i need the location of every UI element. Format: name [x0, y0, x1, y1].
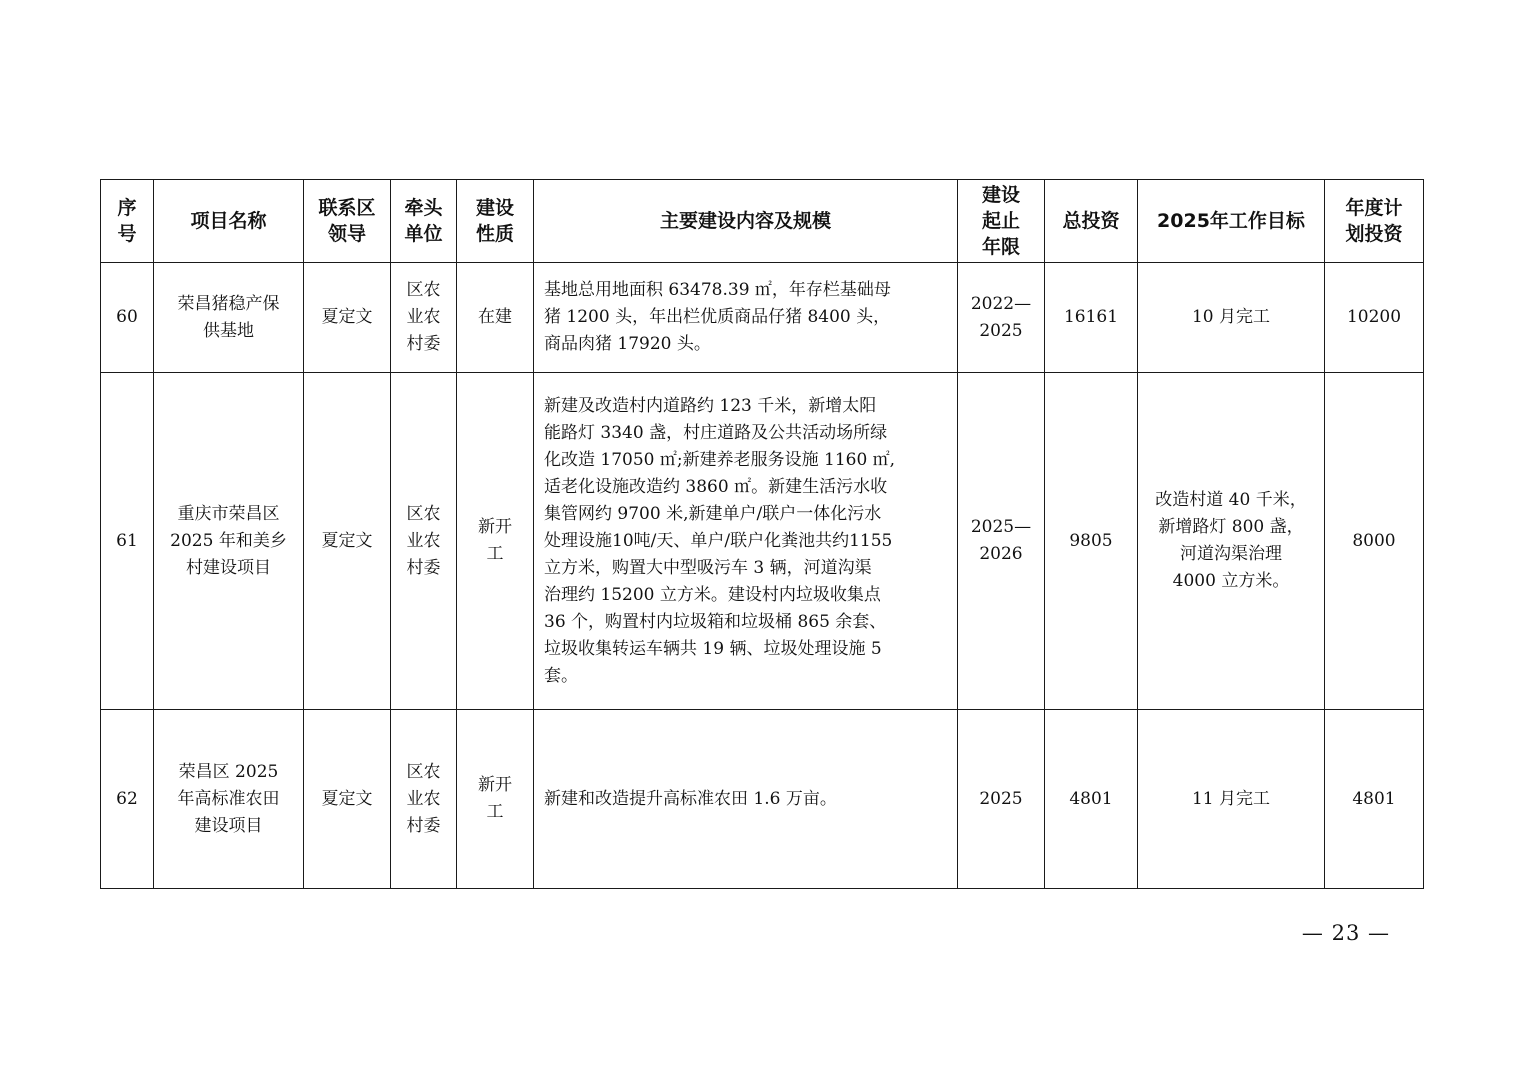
- header-nature: 建设 性质: [457, 180, 534, 263]
- cell-nature: 在建: [457, 263, 534, 373]
- cell-annual-investment: 10200: [1325, 263, 1424, 373]
- header-period: 建设 起止 年限: [958, 180, 1045, 263]
- header-lead-unit: 牵头 单位: [391, 180, 457, 263]
- cell-annual-investment: 8000: [1325, 373, 1424, 710]
- cell-lead-unit: 区农 业农 村委: [391, 710, 457, 889]
- table-row: [101, 373, 1424, 710]
- cell-lead-unit: 区农 业农 村委: [391, 263, 457, 373]
- cell-total-investment: 16161: [1045, 263, 1138, 373]
- header-total-investment: 总投资: [1045, 180, 1138, 263]
- cell-nature: 新开 工: [457, 373, 534, 710]
- cell-content: 新建和改造提升高标准农田 1.6 万亩。: [534, 710, 958, 889]
- cell-seq: 60: [101, 263, 154, 373]
- cell-project-name: 荣昌猪稳产保 供基地: [154, 263, 304, 373]
- header-target: 2025年工作目标: [1138, 180, 1325, 263]
- header-row: [101, 180, 1424, 263]
- header-seq: 序 号: [101, 180, 154, 263]
- cell-nature: 新开 工: [457, 710, 534, 889]
- cell-project-name: 荣昌区 2025 年高标准农田 建设项目: [154, 710, 304, 889]
- page-number: — 23 —: [1301, 921, 1390, 945]
- header-annual-investment: 年度计 划投资: [1325, 180, 1424, 263]
- cell-project-name: 重庆市荣昌区 2025 年和美乡 村建设项目: [154, 373, 304, 710]
- cell-period: 2025: [958, 710, 1045, 889]
- cell-leader: 夏定文: [304, 373, 391, 710]
- cell-leader: 夏定文: [304, 263, 391, 373]
- cell-total-investment: 9805: [1045, 373, 1138, 710]
- table-row: [101, 710, 1424, 889]
- cell-content: 基地总用地面积 63478.39 ㎡，年存栏基础母 猪 1200 头，年出栏优质商品仔猪 8400 头， 商品肉猪 17920 头。: [534, 263, 958, 373]
- cell-leader: 夏定文: [304, 710, 391, 889]
- header-content: 主要建设内容及规模: [534, 180, 958, 263]
- header-project-name: 项目名称: [154, 180, 304, 263]
- cell-target: 11 月完工: [1138, 710, 1325, 889]
- cell-target: 改造村道 40 千米， 新增路灯 800 盏， 河道沟渠治理 4000 立方米。: [1138, 373, 1325, 710]
- cell-content: 新建及改造村内道路约 123 千米，新增太阳 能路灯 3340 盏，村庄道路及公共活动场所绿 化改造 17050 ㎡;新建养老服务设施 1160 ㎡, 适老化设施改造约 3860 ㎡。新建生活污水收 集管网约 9700 米,新建单户/联户一体化污水 处理设施10吨/天、单户/联户化粪池共约1155 立方米，购置大中型吸污车 3 辆，河道沟渠 治理约 15200 立方米。建设村内垃圾收集点 36 个，购置村内垃圾箱和垃圾桶 865 余套、 垃圾收集转运车辆共 19 辆、垃圾处理设施 5 套。: [534, 373, 958, 710]
- cell-seq: 61: [101, 373, 154, 710]
- cell-seq: 62: [101, 710, 154, 889]
- project-table: [100, 179, 1424, 889]
- cell-lead-unit: 区农 业农 村委: [391, 373, 457, 710]
- cell-period: 2025— 2026: [958, 373, 1045, 710]
- table-row: [101, 263, 1424, 373]
- cell-target: 10 月完工: [1138, 263, 1325, 373]
- header-leader: 联系区 领导: [304, 180, 391, 263]
- cell-annual-investment: 4801: [1325, 710, 1424, 889]
- cell-period: 2022— 2025: [958, 263, 1045, 373]
- cell-total-investment: 4801: [1045, 710, 1138, 889]
